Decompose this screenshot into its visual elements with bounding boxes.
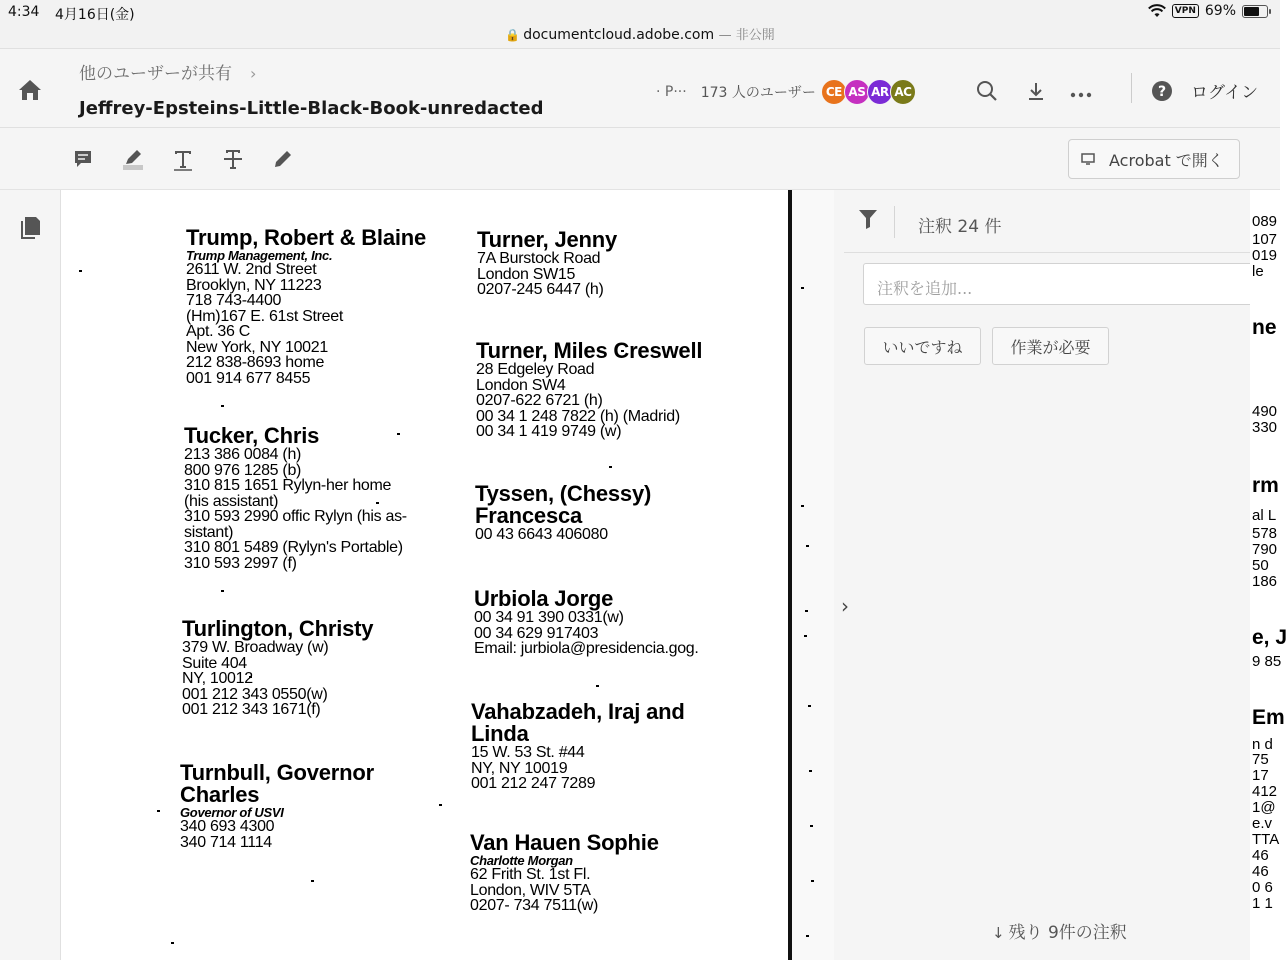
peek-text: 1 1 [1252, 895, 1273, 912]
contact-line: sistant) [184, 523, 234, 541]
add-comment-input[interactable]: 注釈を追加... [863, 263, 1258, 305]
scan-speck [801, 505, 804, 507]
left-rail [0, 190, 61, 960]
contact-entry [477, 229, 617, 298]
page-gutter [792, 190, 834, 960]
pages-icon[interactable] [19, 216, 41, 244]
panel-divider [894, 206, 895, 238]
contact-name: Linda [471, 721, 529, 746]
contact-entry [476, 340, 702, 440]
contact-line: Apt. 36 C [186, 323, 251, 340]
lock-icon: 🔒 [505, 28, 521, 42]
scan-speck [806, 545, 809, 547]
contact-line: 001 212 247 7289 [471, 775, 596, 792]
login-button[interactable]: ログイン [1191, 83, 1259, 103]
contact-name: Tucker, Chris [184, 423, 320, 448]
open-in-acrobat-label: Acrobat で開く [1109, 150, 1224, 170]
contact-entry [474, 588, 699, 657]
scan-speck [804, 635, 807, 637]
contact-company: Charlotte Morgan [470, 853, 573, 868]
url-bar[interactable] [0, 24, 1280, 48]
avatar: AC [890, 79, 916, 105]
peek-text: n d [1252, 736, 1273, 753]
contact-line: 0207- 734 7511(w) [470, 897, 599, 914]
contact-entry [180, 762, 374, 850]
contact-name: Van Hauen Sophie [470, 830, 659, 855]
contact-line: Email: jurbiola@presidencia.gog. [474, 640, 699, 657]
contact-entry [184, 425, 407, 571]
peek-text: Em [1252, 706, 1285, 729]
vpn-badge: VPN [1172, 4, 1199, 18]
peek-text: e.v [1252, 815, 1273, 832]
needs-work-button[interactable]: 作業が必要 [992, 327, 1109, 365]
contact-entry [182, 618, 373, 718]
peek-text: 17 [1252, 767, 1269, 784]
scan-speck [609, 466, 612, 468]
contact-entry [475, 483, 651, 543]
peek-text: 9 85 [1252, 653, 1282, 670]
peek-text: 186 [1252, 573, 1278, 590]
contact-line: 310 593 2990 offic Rylyn (his as- [184, 508, 407, 525]
contact-line: 00 34 1 248 7822 (h) (Madrid) [476, 407, 680, 425]
peek-text: le [1252, 263, 1264, 280]
contact-line: 15 W. 53 St. #44 [471, 744, 585, 761]
contact-line: 62 Frith St. 1st Fl. [470, 866, 591, 883]
contact-line: (Hm)167 E. 61st Street [186, 307, 344, 325]
peek-text: 089 [1252, 213, 1278, 230]
scan-speck [221, 405, 224, 407]
app-header [0, 48, 1280, 128]
scan-speck [439, 804, 442, 806]
contact-line: 7A Burstock Road [477, 250, 601, 267]
remaining-comments-label: 残り 9件の注釈 [1008, 923, 1127, 943]
contact-line: 212 838-8693 home [186, 354, 325, 371]
scan-speck [809, 770, 812, 772]
users-count: 173 人のユーザー [700, 85, 816, 101]
peek-text: ne [1252, 316, 1277, 339]
peek-text: 46 [1252, 863, 1269, 880]
status-date: 4月16日(金) [55, 7, 135, 23]
status-time: 4:34 [8, 4, 40, 20]
contact-line: 800 976 1285 (b) [184, 461, 302, 479]
avatar: AS [844, 79, 870, 105]
contact-name: Turner, Miles Creswell [476, 338, 703, 363]
status-bar [0, 0, 1280, 24]
contact-name: Tyssen, (Chessy) [475, 481, 652, 506]
scan-speck [805, 610, 808, 612]
peek-text: 490 [1252, 403, 1278, 420]
header-divider [1131, 73, 1132, 103]
peek-text: 019 [1252, 247, 1278, 264]
url-domain: documentcloud.adobe.com [523, 27, 715, 43]
collapse-panel-icon[interactable]: › [841, 594, 849, 618]
scan-speck [806, 935, 809, 937]
contact-line: 340 714 1114 [180, 833, 272, 851]
scan-speck [311, 880, 314, 882]
contact-line: 2611 W. 2nd Street [186, 261, 317, 278]
contact-line: London SW4 [476, 376, 566, 394]
document-title: Jeffrey-Epsteins-Little-Black-Book-unredacted [79, 98, 544, 119]
scan-speck [171, 942, 174, 944]
peek-text: 46 [1252, 847, 1269, 864]
document-page[interactable] [61, 190, 834, 960]
contact-line: Brooklyn, NY 11223 [186, 276, 322, 294]
contact-line: London SW15 [477, 265, 576, 283]
scan-speck [810, 825, 813, 827]
contact-line: 001 914 677 8455 [186, 369, 311, 387]
avatar: AR [867, 79, 893, 105]
contact-name: Francesca [475, 503, 583, 528]
svg-text:?: ? [1157, 84, 1167, 100]
strikethrough-icon[interactable] [220, 146, 246, 172]
peek-text: 412 [1252, 783, 1278, 800]
annotation-toolbar [0, 128, 1280, 190]
panel-separator [844, 252, 1250, 253]
peek-text: 790 [1252, 541, 1278, 558]
contact-company: Governor of USVI [180, 805, 284, 820]
battery-percent: 69% [1204, 3, 1236, 19]
peek-text: rm [1252, 474, 1279, 497]
contact-name: Urbiola Jorge [474, 586, 614, 611]
comment-icon[interactable] [70, 146, 96, 172]
contact-name: Trump, Robert & Blaine [186, 225, 427, 250]
contact-line: New York, NY 10021 [186, 338, 328, 356]
breadcrumb-shared[interactable]: 他のユーザーが共有 [79, 64, 232, 84]
open-in-acrobat-button[interactable] [1068, 139, 1240, 179]
contact-line: 213 386 0084 (h) [184, 446, 302, 463]
text-icon[interactable] [170, 146, 196, 172]
battery-icon [1242, 5, 1268, 18]
peek-text: 50 [1252, 557, 1269, 574]
contact-line: 00 34 629 917403 [474, 624, 599, 642]
scan-speck [221, 590, 224, 592]
more-icon[interactable] [1068, 78, 1094, 104]
comments-panel [834, 190, 1250, 960]
contact-line: 001 212 343 1671(f) [182, 701, 321, 718]
contact-line: London, WIV 5TA [470, 881, 591, 899]
chevron-right-icon: › [250, 64, 257, 83]
contact-name: Turlington, Christy [182, 616, 374, 641]
peek-text: 330 [1252, 419, 1278, 436]
contact-entry [470, 832, 659, 914]
contact-line: 310 801 5489 (Rylyn's Portable) [184, 539, 403, 556]
scan-speck [811, 880, 814, 882]
arrow-down-icon: ↓ [992, 924, 1005, 942]
breadcrumb[interactable] [79, 59, 256, 84]
download-icon[interactable] [1023, 78, 1049, 104]
url-privacy: — 非公開 [718, 28, 775, 43]
scan-speck [79, 270, 82, 272]
peek-text: TTA [1252, 831, 1280, 848]
wifi-icon [1148, 4, 1166, 18]
contact-name: Vahabzadeh, Iraj and [471, 699, 685, 724]
home-icon[interactable] [16, 77, 44, 103]
shared-users[interactable] [656, 79, 916, 105]
contact-line: 00 34 91 390 0331(w) [474, 609, 624, 626]
scan-speck [157, 810, 160, 812]
contact-line: 0207-245 6447 (h) [477, 281, 604, 298]
peek-text: 107 [1252, 231, 1278, 248]
search-icon[interactable] [974, 78, 1000, 104]
contact-line: 00 43 6643 406080 [475, 526, 608, 543]
avatar-group[interactable] [824, 79, 916, 105]
contact-line: 0207-622 6721 (h) [476, 392, 603, 409]
contact-line: NY, NY 10019 [471, 759, 568, 777]
contact-company: Trump Management, Inc. [186, 248, 333, 263]
contact-line: 310 593 2997 (f) [184, 554, 297, 572]
peek-text: 0 6 [1252, 879, 1273, 896]
peek-text: al L [1252, 507, 1277, 524]
contact-line: 001 212 343 0550(w) [182, 685, 328, 703]
contact-line: Suite 404 [182, 654, 247, 672]
scan-speck [808, 705, 811, 707]
avatar: CE [821, 79, 847, 105]
people-prefix: · P··· [656, 84, 687, 100]
contact-entry [471, 701, 685, 792]
comment-count: 注釈 24 件 [918, 217, 1002, 237]
highlight-icon[interactable] [120, 146, 146, 172]
contact-line: 379 W. Broadway (w) [182, 639, 329, 656]
contact-name: Turner, Jenny [477, 227, 618, 252]
peek-text: e, J [1252, 626, 1287, 649]
monitor-icon [1081, 152, 1097, 166]
remaining-comments-link[interactable] [992, 918, 1127, 943]
scan-speck [801, 287, 804, 289]
peek-text: 1@ [1252, 799, 1276, 816]
contact-entry [186, 227, 426, 386]
contact-line: 28 Edgeley Road [476, 361, 595, 378]
scan-speck [596, 685, 599, 687]
contact-name: Turnbull, Governor [180, 760, 374, 785]
contact-line: 00 34 1 419 9749 (w) [476, 423, 622, 440]
status-right [1148, 3, 1268, 19]
contact-line: NY, 10012 [182, 670, 253, 687]
peek-text: 75 [1252, 751, 1269, 768]
filter-icon[interactable] [858, 208, 878, 234]
contact-name: Charles [180, 782, 260, 807]
contact-line: 718 743-4400 [186, 292, 282, 309]
like-button[interactable]: いいですね [864, 327, 981, 365]
pencil-icon[interactable] [270, 146, 296, 172]
next-page-peek [1250, 190, 1287, 960]
help-icon[interactable] [1149, 78, 1175, 104]
contact-line: 340 693 4300 [180, 818, 275, 835]
peek-text: 578 [1252, 525, 1278, 542]
contact-line: 310 815 1651 Rylyn-her home [184, 477, 392, 494]
contact-line: (his assistant) [184, 492, 279, 510]
